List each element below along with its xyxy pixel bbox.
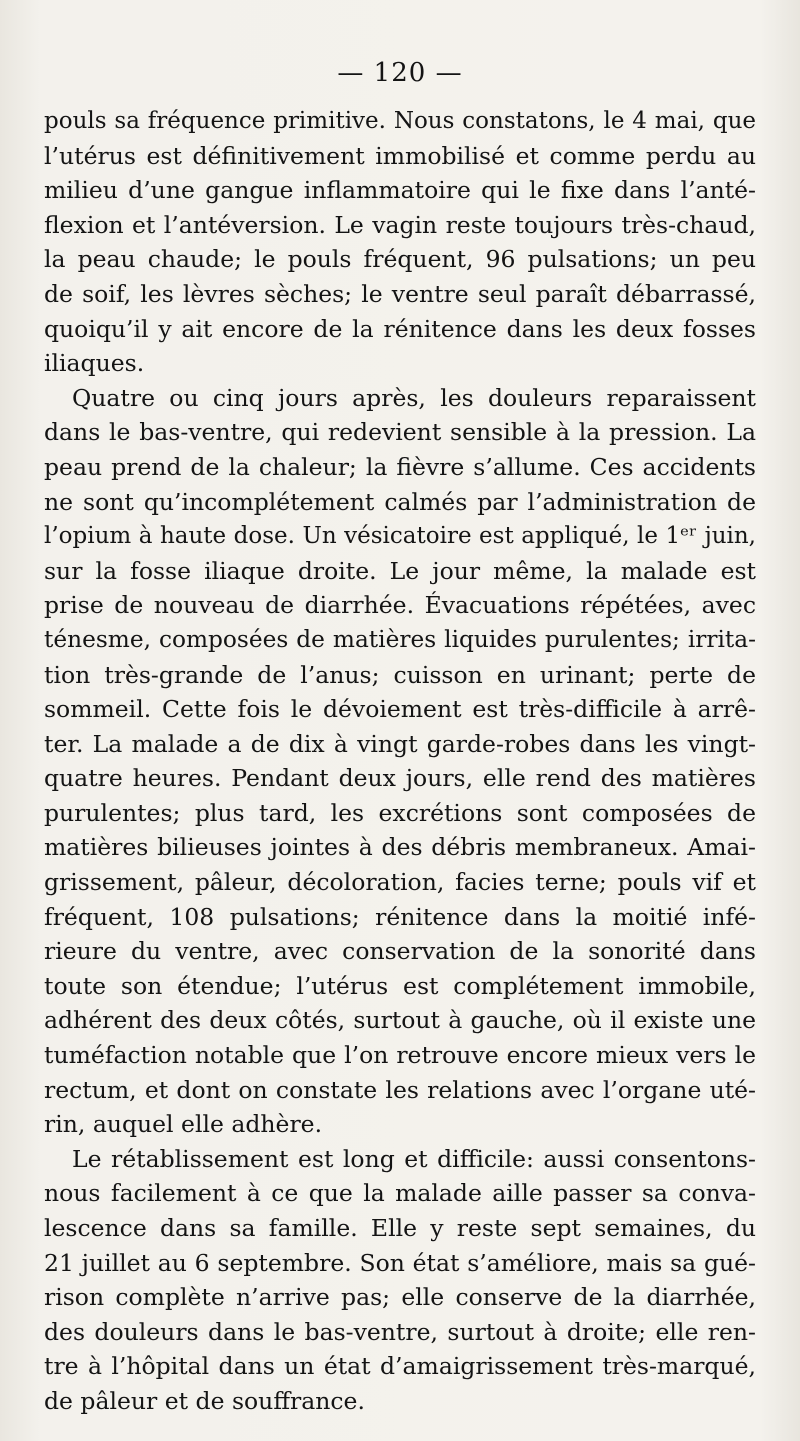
text-line: rectum, et dont on constate les relations avec l’organe uté- <box>44 1075 756 1104</box>
text-line: 21 juillet au 6 septembre. Son état s’améliore, mais sa gué- <box>44 1248 756 1277</box>
text-line: fréquent, 108 pulsations; rénitence dans la moitié infé- <box>44 902 756 931</box>
text-line: sur la fosse iliaque droite. Le jour même, la malade est <box>44 556 756 585</box>
text-line: la peau chaude; le pouls fréquent, 96 pulsations; un peu <box>44 245 756 274</box>
text-line: tion très-grande de l’anus; cuisson en urinant; perte de <box>44 660 756 689</box>
text-line: sommeil. Cette fois le dévoiement est très-difficile à arrê- <box>44 695 756 724</box>
text-line: iliaques. <box>44 349 145 378</box>
text-line: grissement, pâleur, décoloration, facies terne; pouls vif et <box>44 868 756 897</box>
text-line: Quatre ou cinq jours après, les douleurs reparaissent <box>72 383 756 412</box>
text-line: pouls sa fréquence primitive. Nous constatons, le 4 mai, que <box>44 108 756 134</box>
body-text <box>44 104 756 1419</box>
text-line: ne sont qu’incomplétement calmés par l’administration de <box>44 487 756 516</box>
text-line: rison complète n’arrive pas; elle conserve de la diarrhée, <box>44 1283 756 1312</box>
text-line: toute son étendue; l’utérus est complétement immobile, <box>44 971 756 1000</box>
text-line: des douleurs dans le bas-ventre, surtout à droite; elle ren- <box>44 1317 756 1346</box>
text-line: Le rétablissement est long et difficile: aussi consentons- <box>72 1144 756 1173</box>
text-line: dans le bas-ventre, qui redevient sensible à la pression. La <box>44 418 756 447</box>
text-line: flexion et l’antéversion. Le vagin reste toujours très-chaud, <box>44 210 756 239</box>
text-line: lescence dans sa famille. Elle y reste sept semaines, du <box>44 1214 756 1242</box>
text-line: l’utérus est définitivement immobilisé et comme perdu au <box>44 141 756 170</box>
text-line: quatre heures. Pendant deux jours, elle rend des matières <box>44 764 756 793</box>
text-line: matières bilieuses jointes à des débris membraneux. Amai- <box>44 833 756 862</box>
text-line: rin, auquel elle adhère. <box>44 1110 323 1139</box>
text-line: quoiqu’il y ait encore de la rénitence dans les deux fosses <box>44 314 756 343</box>
text-line: adhérent des deux côtés, surtout à gauche, où il existe une <box>44 1006 756 1035</box>
text-line: milieu d’une gangue inflammatoire qui le fixe dans l’anté- <box>44 176 756 205</box>
page-number: — 120 — <box>337 58 463 88</box>
text-line: prise de nouveau de diarrhée. Évacuations répétées, avec <box>44 591 756 620</box>
text-line: ter. La malade a de dix à vingt garde-robes dans les vingt- <box>44 729 756 758</box>
text-line: peau prend de la chaleur; la fièvre s’allume. Ces accidents <box>44 452 756 481</box>
text-line: rieure du ventre, avec conservation de la sonorité dans <box>44 937 756 966</box>
text-line: tre à l’hôpital dans un état d’amaigrissement très-marqué, <box>44 1352 756 1381</box>
text-line: de soif, les lèvres sèches; le ventre seul paraît débarrassé, <box>44 279 756 308</box>
text-line: purulentes; plus tard, les excrétions sont composées de <box>44 798 756 827</box>
text-line: ténesme, composées de matières liquides purulentes; irrita- <box>44 625 756 653</box>
text-line: de pâleur et de souffrance. <box>44 1386 365 1415</box>
text-line: l’opium à haute dose. Un vésicatoire est appliqué, le 1ᵉʳ juin, <box>44 523 756 550</box>
text-line: nous facilement à ce que la malade aille passer sa conva- <box>44 1179 756 1208</box>
text-line: tuméfaction notable que l’on retrouve encore mieux vers le <box>44 1041 756 1070</box>
